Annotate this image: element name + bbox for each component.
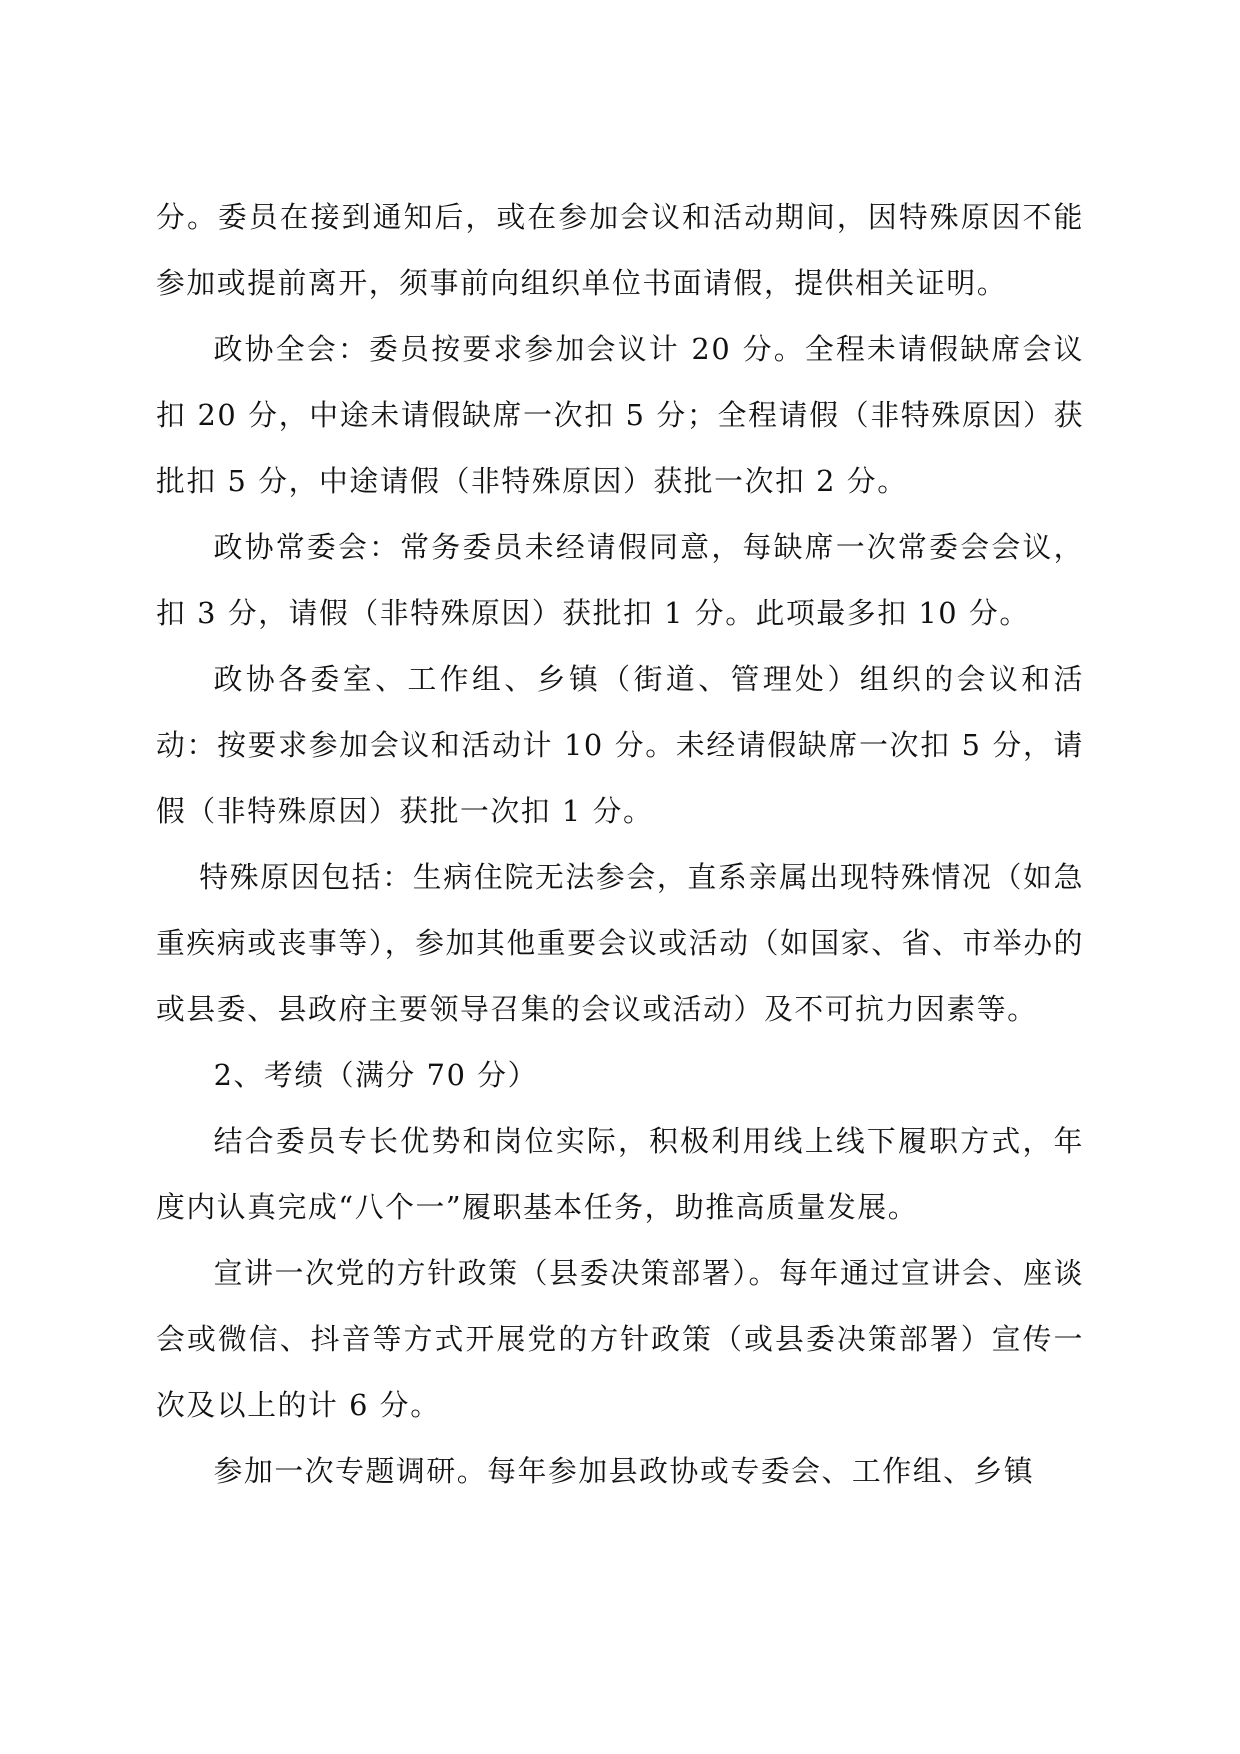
paragraph-performance-intro: 结合委员专长优势和岗位实际，积极利用线上线下履职方式，年度内认真完成“八个一”履职基本任务，助推高质量发展。 [156,1124,1084,1224]
section-heading-performance: 2、考绩（满分 70 分） [213,1058,539,1092]
paragraph-standing-committee: 政协常委会：常务委员未经请假同意，每缺席一次常委会会议，扣 3 分，请假（非特殊原因）获批扣 1 分。此项最多扣 10 分。 [156,530,1084,630]
paragraph-special-research: 参加一次专题调研。每年参加县政协或专委会、工作组、乡镇 [213,1454,1035,1488]
paragraph-committee-activities: 政协各委室、工作组、乡镇（街道、管理处）组织的会议和活动：按要求参加会议和活动计 10 分。未经请假缺席一次扣 5 分，请假（非特殊原因）获批一次扣 1 分。 [156,662,1084,828]
paragraph-policy-promotion: 宣讲一次党的方针政策（县委决策部署）。每年通过宣讲会、座谈会或微信、抖音等方式开展党的方针政策（或县委决策部署）宣传一次及以上的计 6 分。 [156,1256,1084,1422]
paragraph-continuation: 分。委员在接到通知后，或在参加会议和活动期间，因特殊原因不能参加或提前离开，须事前向组织单位书面请假，提供相关证明。 [156,200,1084,300]
document-body [156,184,1084,1504]
paragraph-plenary-session: 政协全会：委员按要求参加会议计 20 分。全程未请假缺席会议扣 20 分，中途未请假缺席一次扣 5 分；全程请假（非特殊原因）获批扣 5 分，中途请假（非特殊原因）获批一次扣 2 分。 [156,332,1084,498]
paragraph-special-reasons: 特殊原因包括：生病住院无法参会，直系亲属出现特殊情况（如急重疾病或丧事等），参加其他重要会议或活动（如国家、省、市举办的或县委、县政府主要领导召集的会议或活动）及不可抗力因素等。 [156,860,1084,1026]
